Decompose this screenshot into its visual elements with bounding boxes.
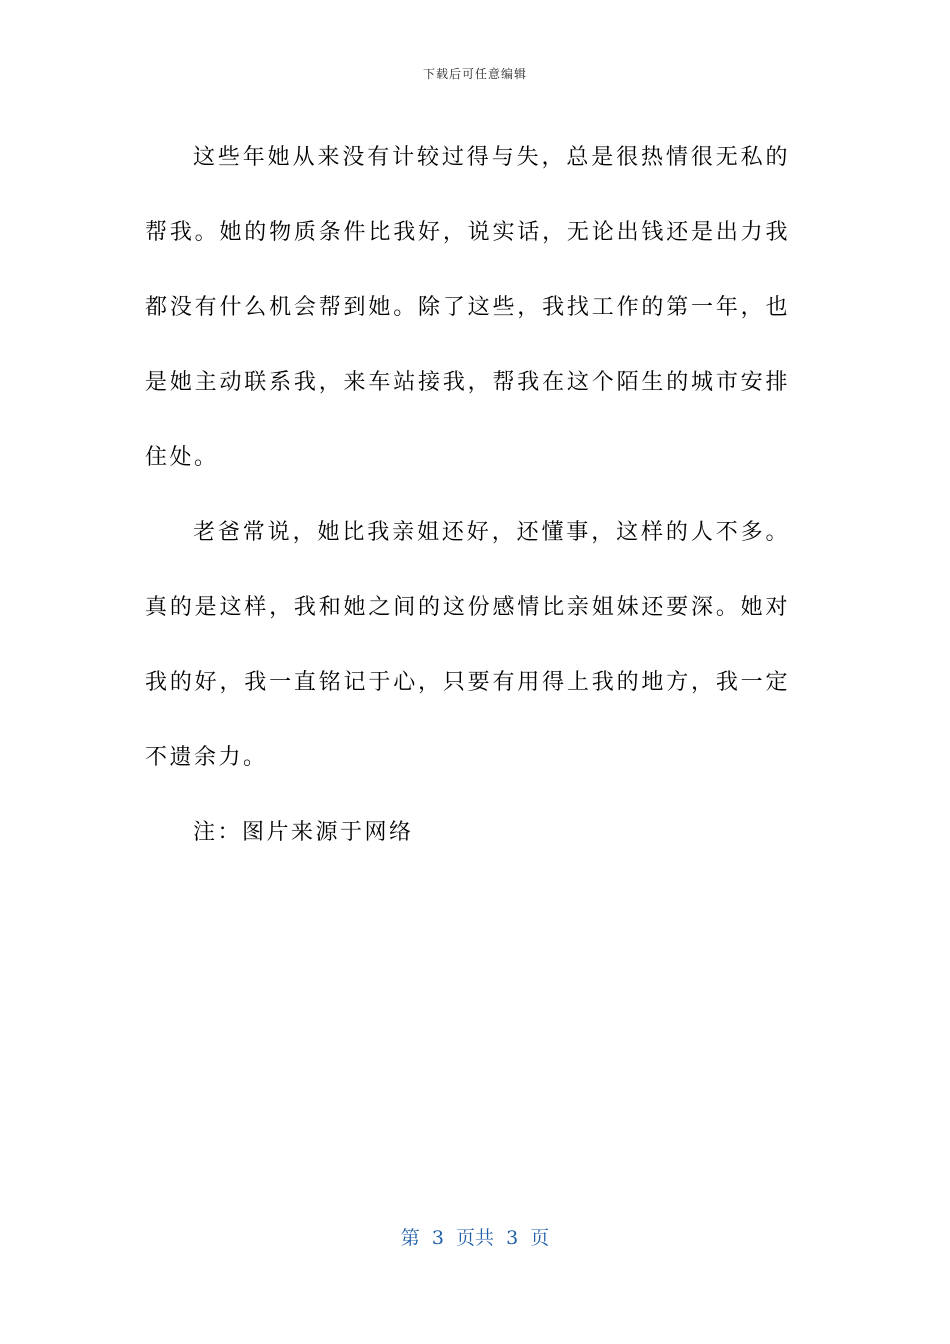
image-source-note: 注：图片来源于网络 [193,820,414,845]
page-number-footer: 第 3 页共 3 页 [400,1227,550,1249]
document-body [145,120,790,870]
paragraph-2: 老爸常说，她比我亲姐还好，还懂事，这样的人不多。真的是这样，我和她之间的这份感情比亲姐妹还要深。她对我的好，我一直铭记于心，只要有用得上我的地方，我一定不遗余力。 [145,520,790,770]
paragraph-1: 这些年她从来没有计较过得与失，总是很热情很无私的帮我。她的物质条件比我好，说实话，无论出钱还是出力我都没有什么机会帮到她。除了这些，我找工作的第一年，也是她主动联系我，来车站接我，帮我在这个陌生的城市安排住处。 [145,145,790,470]
page-header-note: 下载后可任意编辑 [422,67,527,81]
